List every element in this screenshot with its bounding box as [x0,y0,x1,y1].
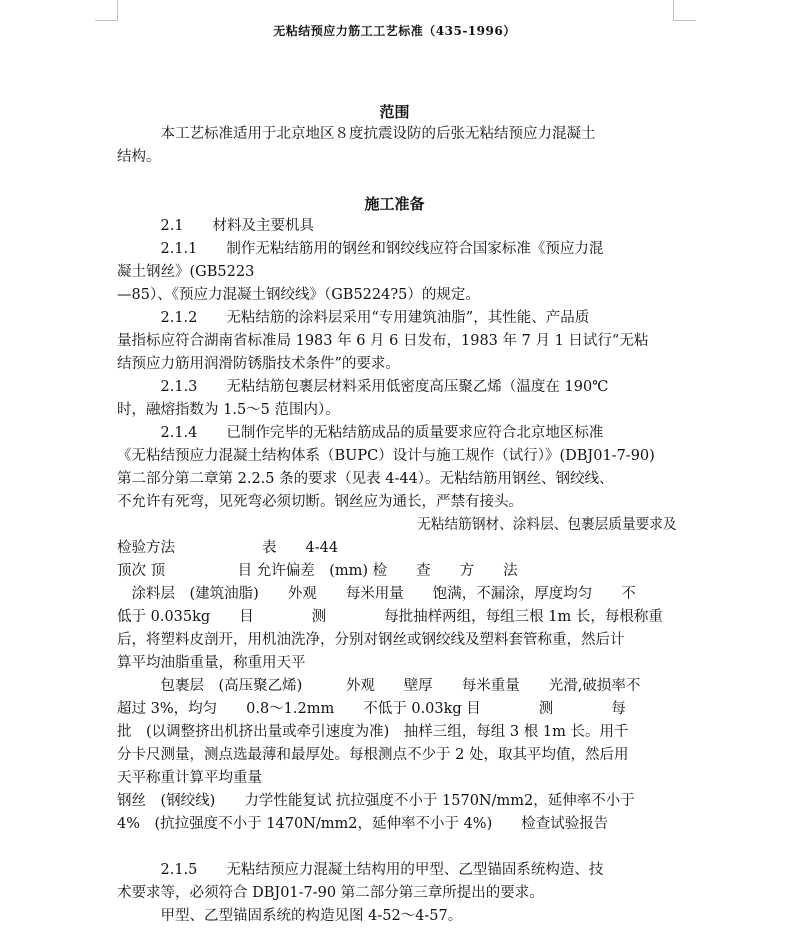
corner-mark-top-right [673,0,696,21]
section-heading-preparation: 施工准备 [364,195,425,213]
section-heading-scope: 范围 [379,103,410,121]
paragraph-line: 2.1.1 制作无粘结筋用的钢丝和钢绞线应符合国家标准《预应力混 [117,241,604,257]
paragraph-line: 结构。 [117,149,161,165]
paragraph-line: 术要求等，必须符合 DBJ01-7-90 第二部分第三章所提出的要求。 [117,885,544,901]
paragraph-line: 第二部分第二章第 2.2.5 条的要求（见表 4-44）。无粘结筋用钢丝、钢绞线、 [117,471,614,487]
paragraph-line: 不允许有死弯，见死弯必须切断。钢丝应为通长，严禁有接头。 [117,494,523,510]
paragraph-line: 2.1 材料及主要机具 [117,218,315,234]
table-header-line: 顶次 顶 目 允许偏差 (mm) 检 查 方 法 [117,563,518,579]
corner-mark-top-left [95,0,118,21]
paragraph-line: 时，融熔指数为 1.5～5 范围内）。 [117,402,340,418]
table-row-line: 天平称重计算平均重量 [117,770,262,786]
paragraph-line: 本工艺标准适用于北京地区８度抗震设防的后张无粘结预应力混凝土 [117,126,596,142]
paragraph-line: 2.1.2 无粘结筋的涂料层采用“专用建筑油脂”，其性能、产品质 [117,310,590,326]
paragraph-line: 2.1.3 无粘结筋包裹层材料采用低密度高压聚乙烯（温度在 190℃ [117,379,609,395]
table-row-line: 批 (以调整挤出机挤出量或牵引速度为准) 抽样三组，每组 3 根 1m 长。用千 [117,724,629,740]
paragraph-line: 结预应力筋用润滑防锈脂技术条件”的要求。 [117,356,400,372]
table-row-line: 算平均油脂重量，称重用天平 [117,655,306,671]
paragraph-line: 2.1.5 无粘结预应力混凝土结构用的甲型、乙型锚固系统构造、技 [117,862,604,878]
paragraph-line: 2.1.4 已制作完毕的无粘结筋成品的质量要求应符合北京地区标准 [117,425,604,441]
paragraph-line: 量指标应符合湖南省标准局 1983 年 6 月 6 日发布，1983 年 7 月 1 日试行“无粘 [117,333,649,349]
table-caption-line: 检验方法 表 4-44 [117,540,339,556]
table-row-line: 分卡尺测量，测点选最薄和最厚处。每根测点不少于 2 处，取其平均值，然后用 [117,747,629,763]
paragraph-line: 凝土钢丝》(GB5223 [117,264,255,280]
table-caption-line: 无粘结筋钢材、涂料层、包裹层质量要求及 [117,517,677,533]
paragraph-line: 《无粘结预应力混凝土结构体系（BUPC）设计与施工规作（试行）》(DBJ01-7-90) [117,448,655,464]
table-row-line: 4% (抗拉强度不小于 1470N/mm2，延伸率不小于 4%) 检查试验报告 [117,816,609,832]
table-row-line: 钢丝 (钢绞线) 力学性能复试 抗拉强度不小于 1570N/mm2，延伸率不小于 [117,793,635,809]
table-row-line: 后，将塑料皮剖开，用机油洗净，分别对钢丝或钢绞线及塑料套管称重，然后计 [117,632,625,648]
table-row-line: 超过 3%，均匀 0.8～1.2mm 不低于 0.03kg 目 测 每 [117,701,626,717]
paragraph-line: —85）、《预应力混凝土钢绞线》（GB5224?5）的规定。 [117,287,480,303]
document-header-title: 无粘结预应力筋工工艺标准（435-1996） [273,24,516,38]
table-row-line: 涂料层 (建筑油脂) 外观 每米用量 饱满，不漏涂，厚度均匀 不 [117,586,636,602]
table-row-line: 包裹层 (高压聚乙烯) 外观 壁厚 每米重量 光滑,破损率不 [117,678,641,694]
table-row-line: 低于 0.035kg 目 测 每批抽样两组，每组三根 1m 长，每根称重 [117,609,663,625]
paragraph-line: 甲型、乙型锚固系统的构造见图 4-52～4-57。 [117,908,463,924]
